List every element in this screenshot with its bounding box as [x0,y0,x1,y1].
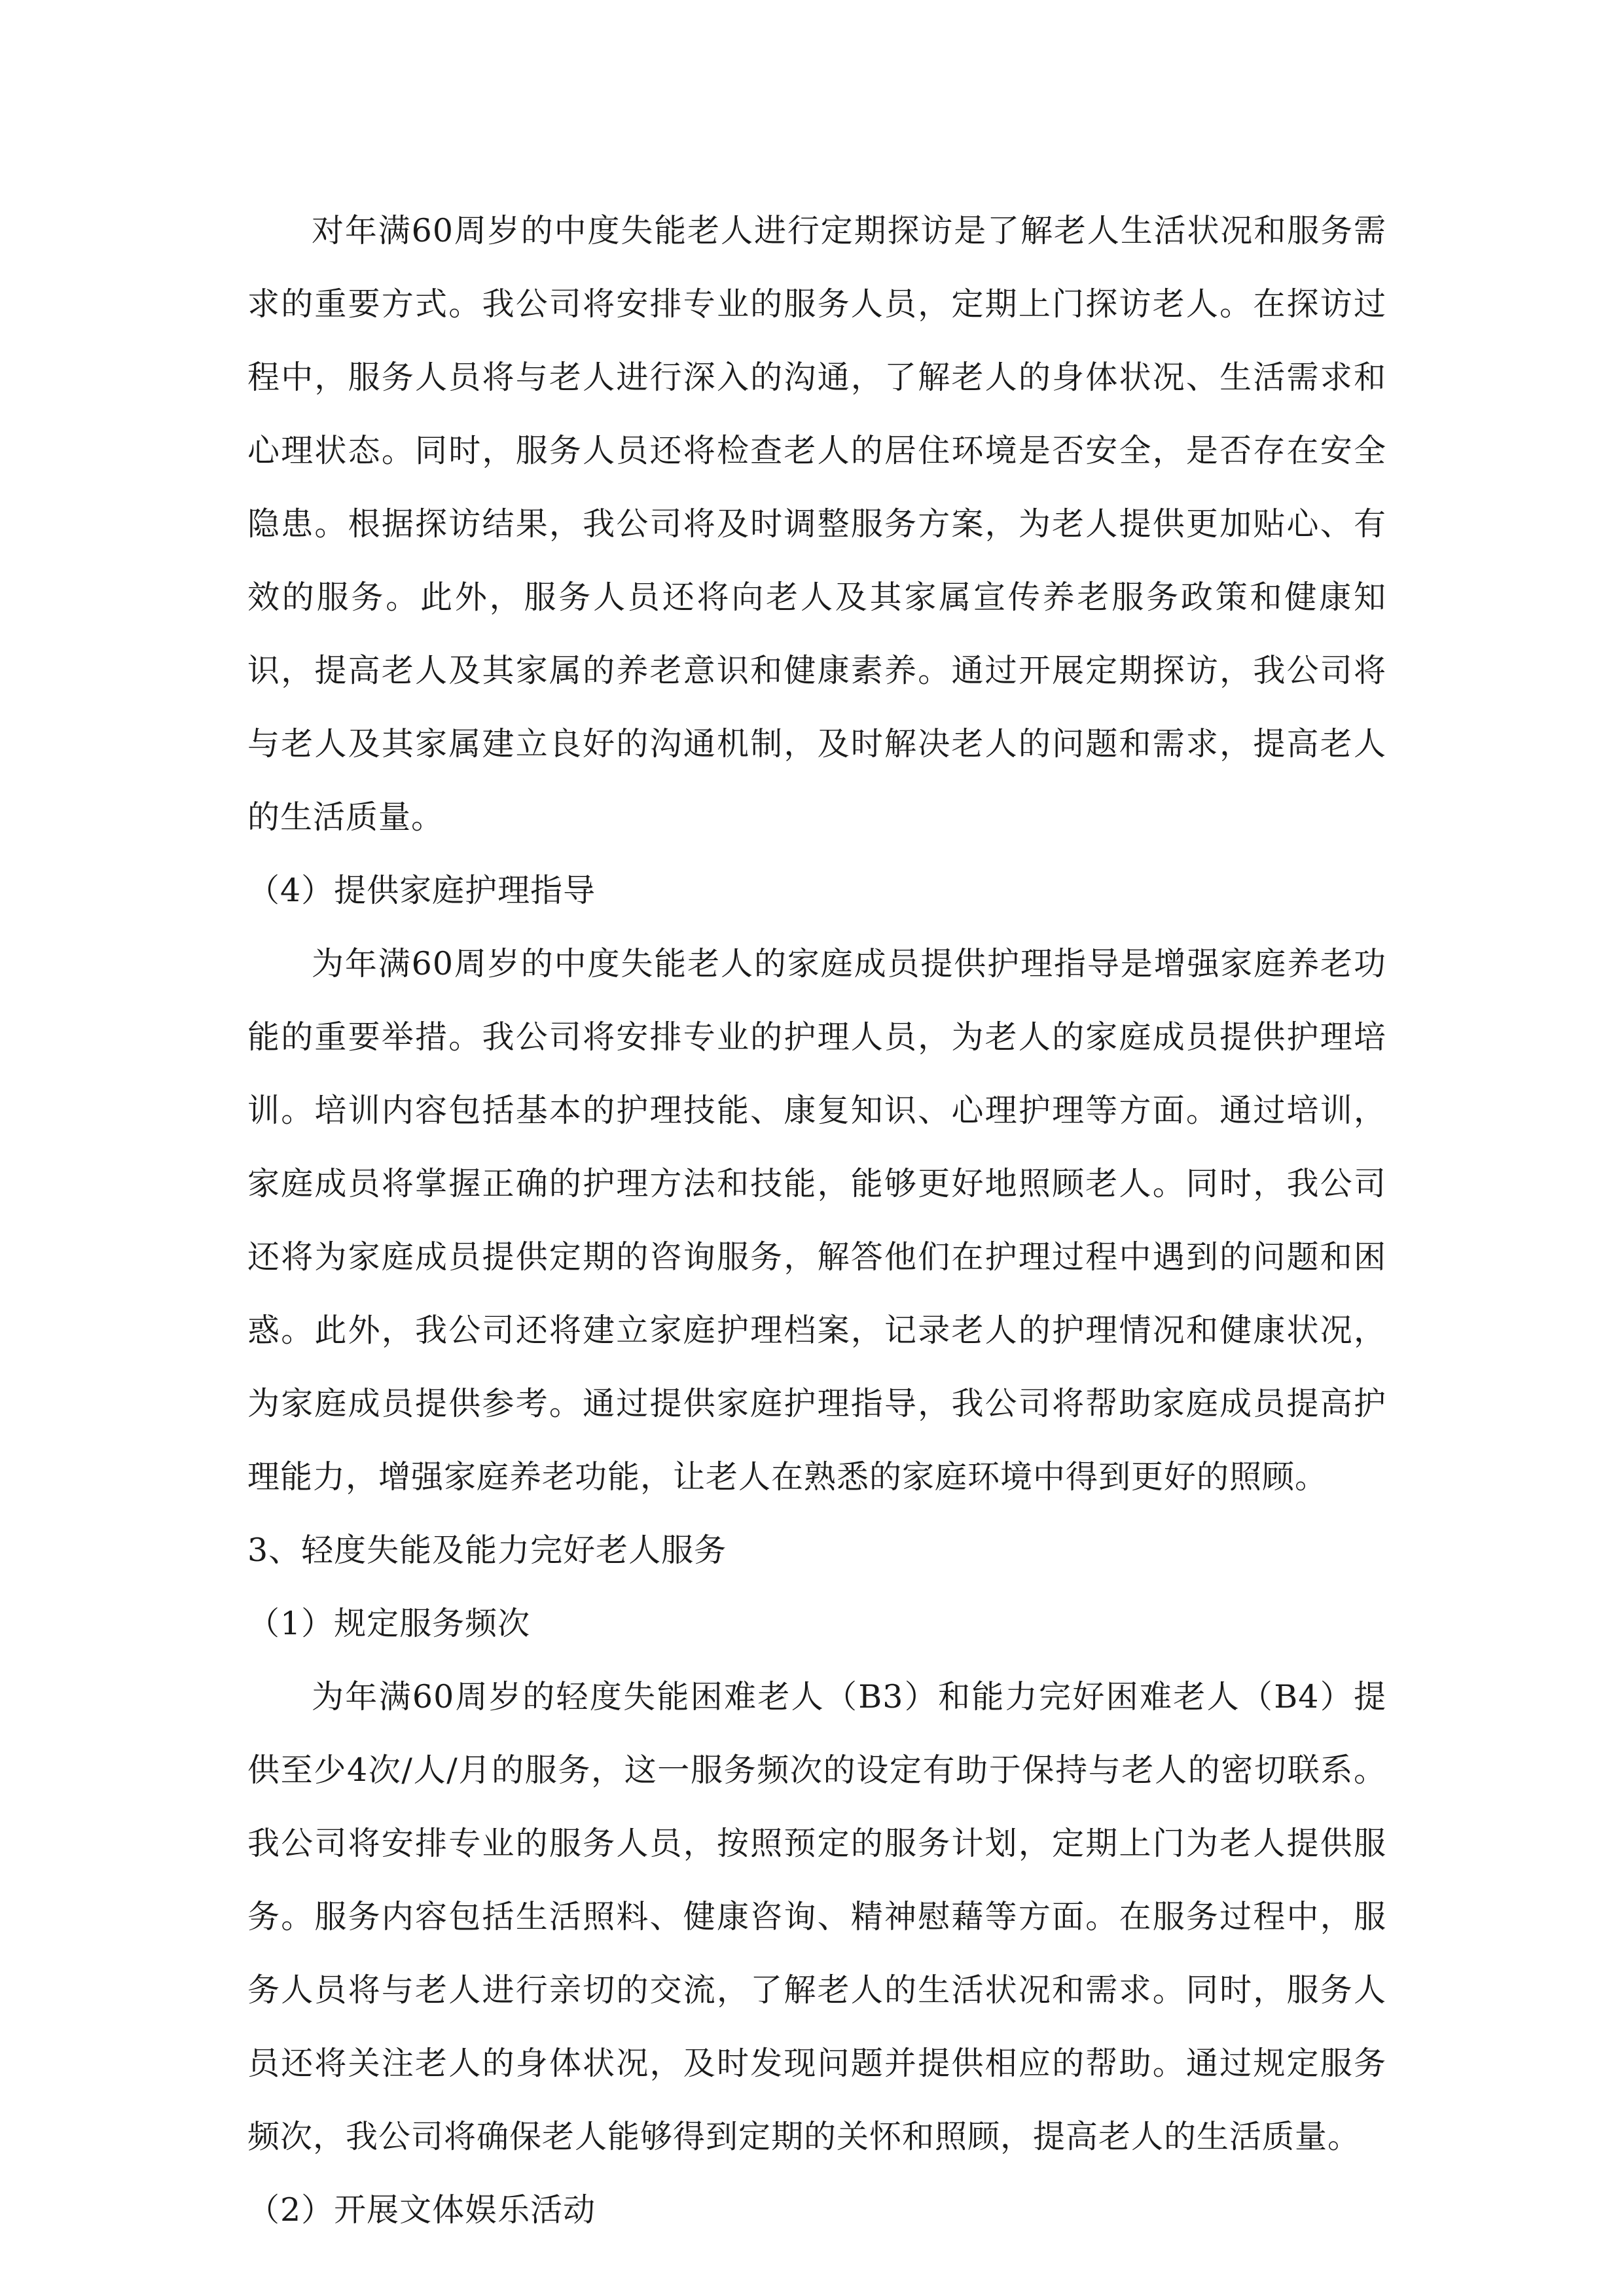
heading-service-frequency: （1）规定服务频次 [247,1605,531,1642]
paragraph-service-frequency: 为年满60周岁的轻度失能困难老人（B3）和能力完好困难老人（B4）提供至少4次/人/月的服务，这一服务频次的设定有助于保持与老人的密切联系。我公司将安排专业的服务人员，按照预定的服务计划，定期上门为老人提供服务。服务内容包括生活照料、健康咨询、精神慰藉等方面。在服务过程中，服务人员将与老人进行亲切的交流，了解老人的生活状况和需求。同时，服务人员还将关注老人的身体状况，及时发现问题并提供相应的帮助。通过规定服务频次，我公司将确保老人能够得到定期的关怀和照顾，提高老人的生活质量。 [247,1678,1386,2155]
paragraph-family-care-guidance: 为年满60周岁的中度失能老人的家庭成员提供护理指导是增强家庭养老功能的重要举措。我公司将安排专业的护理人员，为老人的家庭成员提供护理培训。培训内容包括基本的护理技能、康复知识、心理护理等方面。通过培训，家庭成员将掌握正确的护理方法和技能，能够更好地照顾老人。同时，我公司还将为家庭成员提供定期的咨询服务，解答他们在护理过程中遇到的问题和困惑。此外，我公司还将建立家庭护理档案，记录老人的护理情况和健康状况，为家庭成员提供参考。通过提供家庭护理指导，我公司将帮助家庭成员提高护理能力，增强家庭养老功能，让老人在熟悉的家庭环境中得到更好的照顾。 [247,945,1386,1496]
heading-mild-disability-services: 3、轻度失能及能力完好老人服务 [247,1532,727,1569]
heading-family-care-guidance: （4）提供家庭护理指导 [247,872,596,909]
heading-recreation-activities: （2）开展文体娱乐活动 [247,2191,596,2229]
document-body [247,194,1386,2247]
paragraph-regular-visits: 对年满60周岁的中度失能老人进行定期探访是了解老人生活状况和服务需求的重要方式。我公司将安排专业的服务人员，定期上门探访老人。在探访过程中，服务人员将与老人进行深入的沟通，了解老人的身体状况、生活需求和心理状态。同时，服务人员还将检查老人的居住环境是否安全，是否存在安全隐患。根据探访结果，我公司将及时调整服务方案，为老人提供更加贴心、有效的服务。此外，服务人员还将向老人及其家属宣传养老服务政策和健康知识，提高老人及其家属的养老意识和健康素养。通过开展定期探访，我公司将与老人及其家属建立良好的沟通机制，及时解决老人的问题和需求，提高老人的生活质量。 [247,212,1386,836]
